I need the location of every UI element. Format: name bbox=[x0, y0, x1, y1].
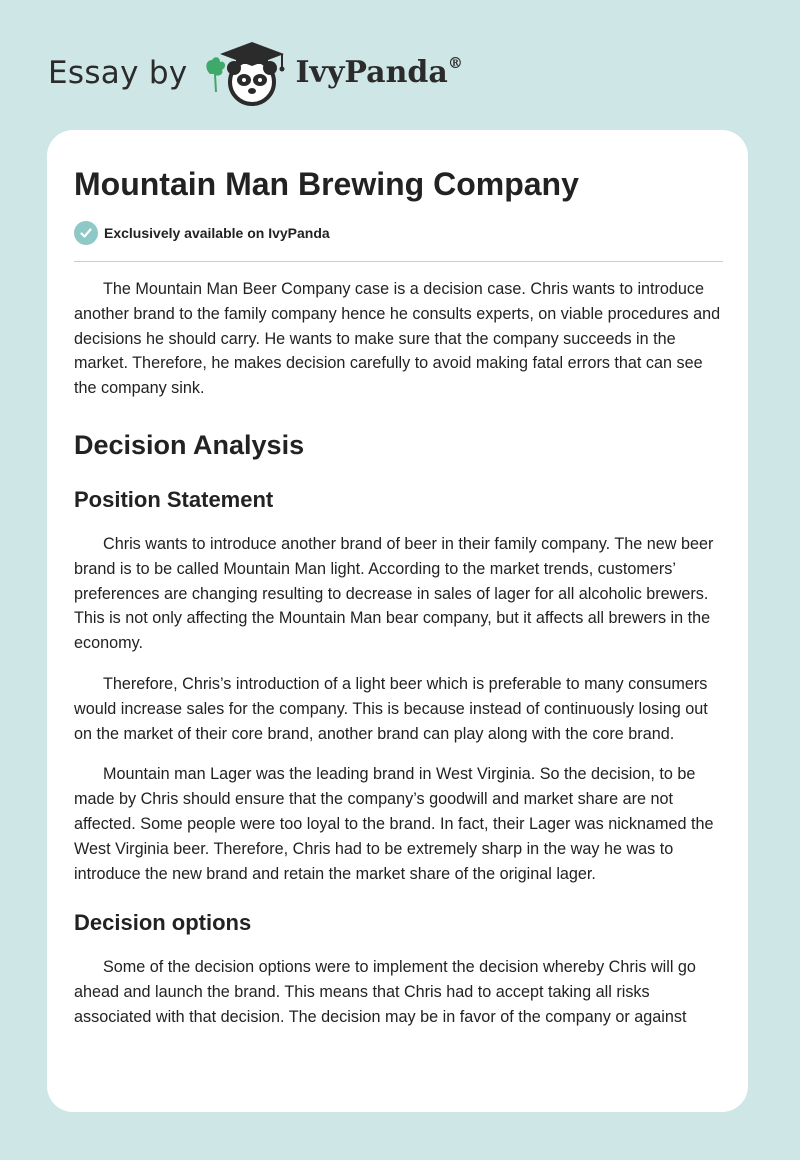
options-paragraph-1: Some of the decision options were to implement the decision whereby Chris will go ahead and launch the brand. This means that Chris had to accept taking all risks associated with that decision. The decision may be in favor of the company or against bbox=[74, 958, 696, 1026]
page-title: Mountain Man Brewing Company bbox=[74, 166, 579, 202]
brand-name[interactable] bbox=[295, 54, 463, 90]
site-header bbox=[48, 38, 463, 108]
ivypanda-logo-icon[interactable] bbox=[202, 38, 290, 108]
position-paragraph-3: Mountain man Lager was the leading brand in West Virginia. So the decision, to be made by Chris should ensure that the company’s goodwill and market share are not affected. Some people were too loyal to the brand. In fact, their Lager was nicknamed the West Virginia beer. Therefore, Chris had to be extremely sharp in the way he was to introduce the new brand and retain the market share of the original lager. bbox=[74, 765, 714, 883]
essay-by-label: Essay by bbox=[48, 54, 188, 91]
essay-card bbox=[47, 130, 748, 1112]
heading-decision-options: Decision options bbox=[74, 910, 252, 936]
position-paragraph-2: Therefore, Chris’s introduction of a light beer which is preferable to many consumers would increase sales for the company. This is because instead of continuously losing out on the market of their core brand, another brand can play along with the core brand. bbox=[74, 674, 708, 743]
divider bbox=[74, 261, 723, 262]
intro-paragraph: The Mountain Man Beer Company case is a decision case. Chris wants to introduce another brand to the family company hence he consults experts, on viable procedures and decisions he should carry. He wants to make sure that the company succeeds in the market. Therefore, he makes decision carefully to avoid making fatal errors that can see the company sink. bbox=[74, 280, 721, 398]
brand-text: IvyPanda bbox=[295, 55, 448, 90]
exclusive-badge bbox=[74, 221, 330, 245]
heading-decision-analysis: Decision Analysis bbox=[74, 429, 305, 460]
registered-mark: ® bbox=[447, 54, 463, 72]
essay-body bbox=[74, 277, 723, 1046]
check-icon bbox=[74, 221, 98, 245]
exclusive-label: Exclusively available on IvyPanda bbox=[104, 225, 330, 241]
heading-position-statement: Position Statement bbox=[74, 486, 274, 512]
position-paragraph-1: Chris wants to introduce another brand of beer in their family company. The new beer brand is to be called Mountain Man light. According to the market trends, customers’ preferences are changing resulting to decrease in sales of lager for all alcoholic brewers. This is not only affecting the Mountain Man bear company, but it affects all brewers in the economy. bbox=[74, 534, 714, 653]
